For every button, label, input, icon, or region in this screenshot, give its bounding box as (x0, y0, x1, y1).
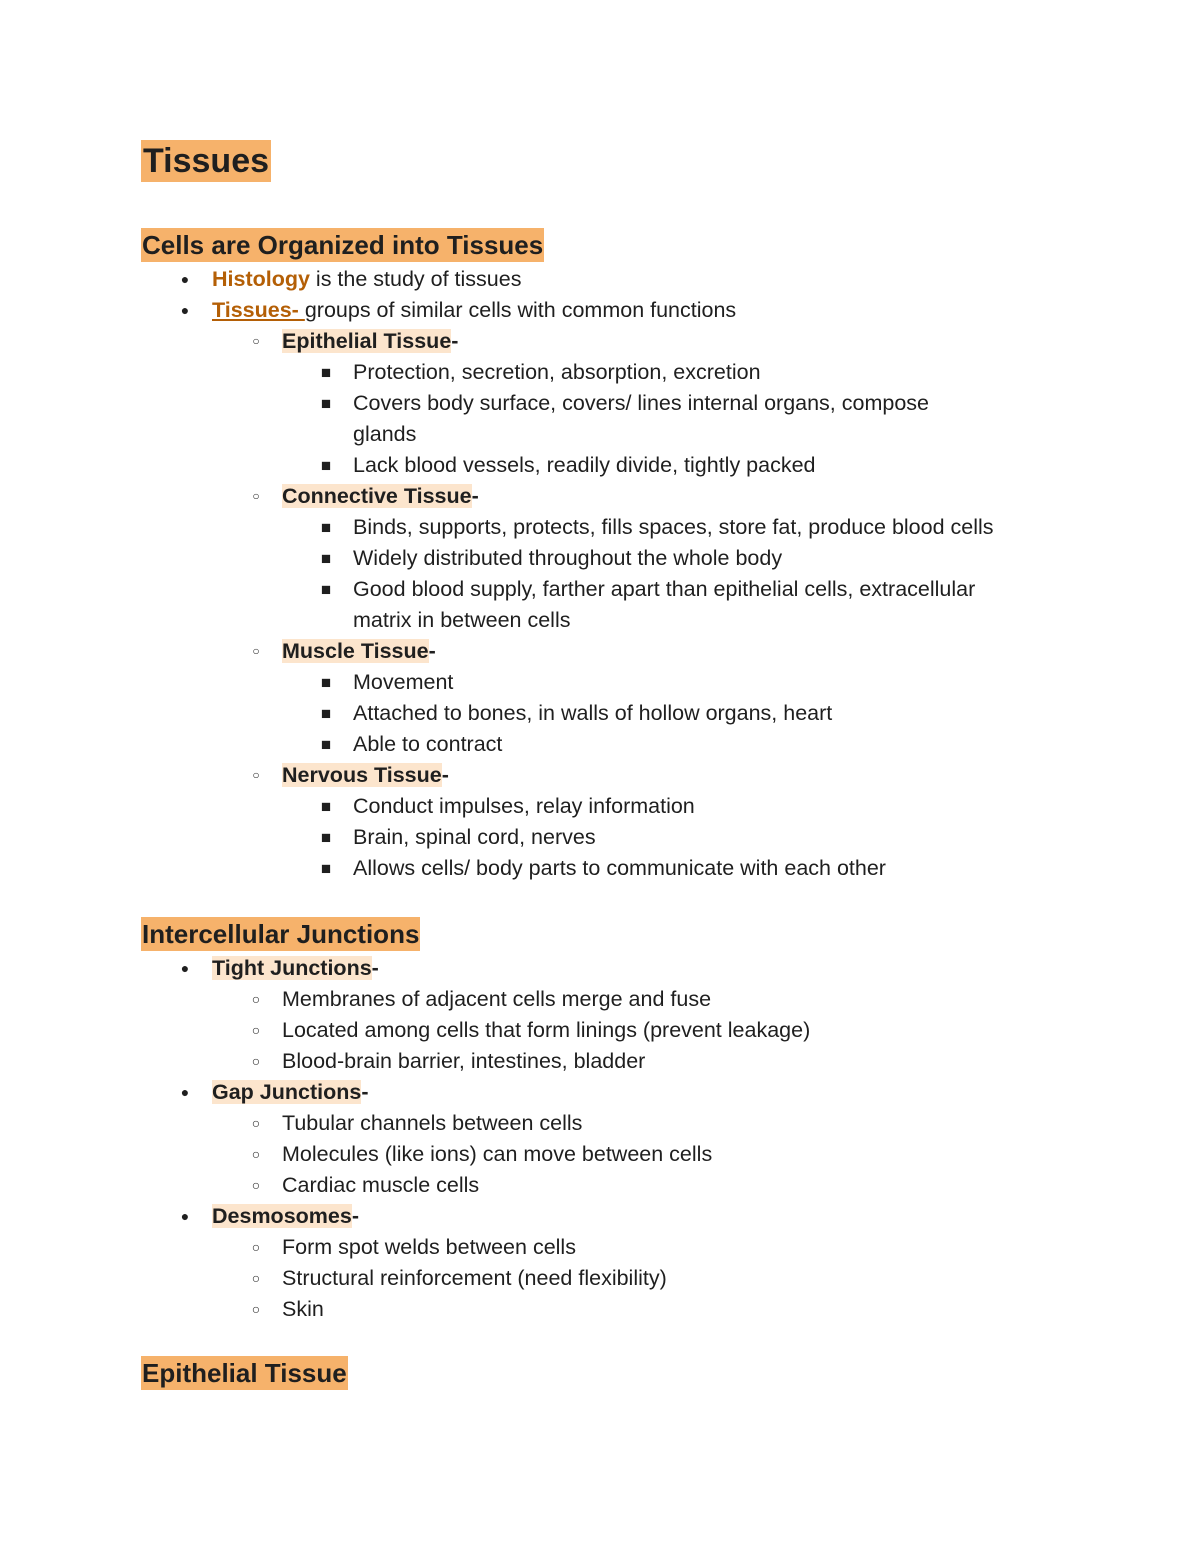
list-item: Protection, secretion, absorption, excretion (353, 360, 761, 384)
bullet-disc-icon: ● (180, 271, 190, 287)
bullet-square-icon: ■ (320, 456, 332, 475)
list-item: Brain, spinal cord, nerves (353, 825, 596, 849)
bullet-circle-icon: ○ (252, 489, 260, 503)
bullet-circle-icon: ○ (252, 334, 260, 348)
bullet-disc-icon: ● (180, 1208, 190, 1224)
bullet-circle-icon: ○ (251, 1301, 261, 1317)
list-item: Molecules (like ions) can move between cells (282, 1142, 713, 1166)
bullet-circle-icon: ○ (251, 1239, 261, 1255)
bullet-circle-icon: ○ (251, 1177, 261, 1193)
bullet-circle-icon: ○ (251, 1115, 261, 1131)
list-item-nervous-tissue: Nervous Tissue- (282, 763, 449, 787)
bullet-disc-icon: ● (180, 1084, 190, 1100)
bullet-circle-icon: ○ (251, 991, 261, 1007)
list-item-continuation: matrix in between cells (353, 608, 571, 632)
bullet-circle-icon: ○ (252, 768, 260, 782)
bullet-circle-icon: ○ (251, 1270, 261, 1286)
list-item: Structural reinforcement (need flexibility) (282, 1266, 667, 1290)
bullet-square-icon: ■ (320, 704, 332, 723)
bullet-circle-icon: ○ (251, 1053, 261, 1069)
list-item: Able to contract (353, 732, 503, 756)
list-item: Lack blood vessels, readily divide, tightly packed (353, 453, 816, 477)
bullet-square-icon: ■ (320, 735, 332, 754)
list-item-tight-junctions: Tight Junctions- (212, 956, 379, 980)
list-item: Located among cells that form linings (prevent leakage) (282, 1018, 811, 1042)
list-item: Skin (282, 1297, 324, 1321)
list-item-desmosomes: Desmosomes- (212, 1204, 359, 1228)
list-item: Good blood supply, farther apart than epithelial cells, extracellular (353, 577, 976, 601)
bullet-square-icon: ■ (320, 580, 332, 599)
list-item: Form spot welds between cells (282, 1235, 576, 1259)
list-item: Binds, supports, protects, fills spaces, store fat, produce blood cells (353, 515, 994, 539)
list-item: Attached to bones, in walls of hollow organs, heart (353, 701, 833, 725)
bullet-circle-icon: ○ (251, 1022, 261, 1038)
bullet-square-icon: ■ (320, 797, 332, 816)
bullet-circle-icon: ○ (252, 644, 260, 658)
section-heading-intercellular-junctions: Intercellular Junctions (142, 919, 420, 949)
bullet-square-icon: ■ (320, 549, 332, 568)
list-item: Covers body surface, covers/ lines internal organs, compose (353, 391, 929, 415)
list-item: Blood-brain barrier, intestines, bladder (282, 1049, 646, 1073)
list-item-tissues: Tissues- groups of similar cells with common functions (212, 298, 737, 322)
list-item-connective-tissue: Connective Tissue- (282, 484, 479, 508)
section-heading-cells-organized: Cells are Organized into Tissues (142, 230, 544, 260)
bullet-circle-icon: ○ (251, 1146, 261, 1162)
bullet-square-icon: ■ (320, 394, 332, 413)
bullet-square-icon: ■ (320, 859, 332, 878)
list-item: Membranes of adjacent cells merge and fuse (282, 987, 712, 1011)
list-item: Allows cells/ body parts to communicate with each other (353, 856, 886, 880)
bullet-square-icon: ■ (320, 828, 332, 847)
list-item-continuation: glands (353, 422, 417, 446)
bullet-disc-icon: ● (180, 302, 190, 318)
list-item: Movement (353, 670, 454, 694)
list-item: Widely distributed throughout the whole body (353, 546, 783, 570)
list-item: Conduct impulses, relay information (353, 794, 695, 818)
page-title: Tissues (143, 142, 270, 180)
list-item: Tubular channels between cells (282, 1111, 583, 1135)
list-item-muscle-tissue: Muscle Tissue- (282, 639, 436, 663)
list-item-histology: Histology is the study of tissues (212, 267, 522, 291)
bullet-square-icon: ■ (320, 363, 332, 382)
bullet-square-icon: ■ (320, 673, 332, 692)
tissues-link[interactable]: Tissues- (212, 298, 305, 322)
bullet-disc-icon: ● (180, 960, 190, 976)
bullet-square-icon: ■ (320, 518, 332, 537)
list-item: Cardiac muscle cells (282, 1173, 480, 1197)
section-heading-epithelial-tissue: Epithelial Tissue (142, 1358, 347, 1388)
list-item-epithelial-tissue: Epithelial Tissue- (282, 329, 459, 353)
list-item-gap-junctions: Gap Junctions- (212, 1080, 369, 1104)
